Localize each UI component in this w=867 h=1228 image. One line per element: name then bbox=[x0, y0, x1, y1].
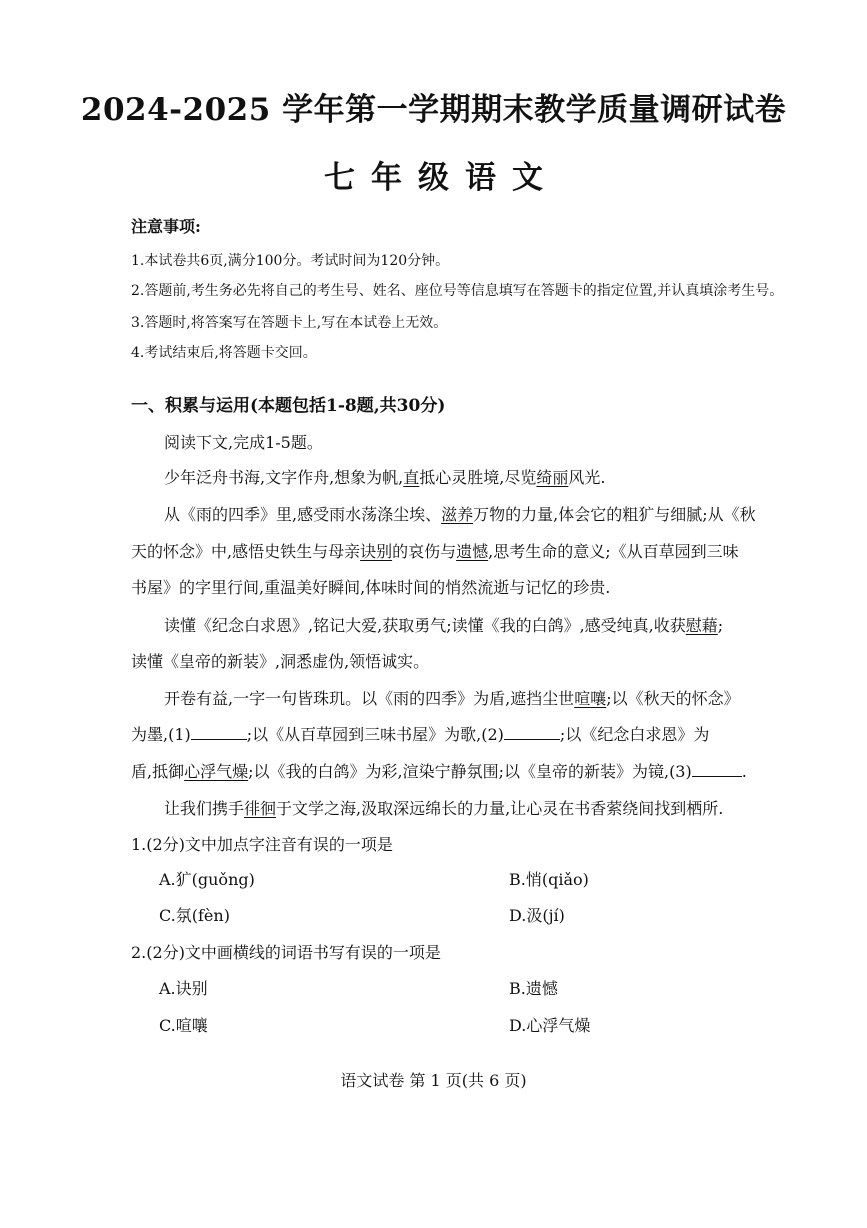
passage-paragraph-4-line: 为墨,(1) ;以《从百草园到三味书屋》为歌,(2) ;以《纪念白求恩》为 bbox=[131, 725, 710, 744]
question-1-option-c[interactable]: C.氛(fèn) bbox=[159, 906, 230, 925]
question-2-option-d[interactable]: D.心浮气燥 bbox=[509, 1016, 591, 1035]
answer-blank-1[interactable] bbox=[191, 724, 247, 740]
page-footer: 语文试卷 第 1 页(共 6 页) bbox=[340, 1071, 527, 1090]
passage-paragraph-4-line: 盾,抵御心浮气燥;以《我的白鸽》为彩,渲染宁静氛围;以《皇帝的新装》为镜,(3) . bbox=[131, 762, 747, 781]
passage-paragraph-2-line: 天的怀念》中,感悟史铁生与母亲诀别的哀伤与遗憾,思考生命的意义;《从百草园到三味 bbox=[131, 542, 739, 561]
notice-heading: 注意事项: bbox=[131, 217, 201, 236]
notice-item: 4.考试结束后,将答题卡交回。 bbox=[131, 345, 317, 361]
section-heading: 一、积累与运用(本题包括1-8题,共30分) bbox=[131, 396, 446, 416]
answer-blank-2[interactable] bbox=[504, 724, 560, 740]
passage-paragraph-3-line: 读懂《皇帝的新装》,洞悉虚伪,领悟诚实。 bbox=[131, 652, 430, 671]
question-1-stem: 1.(2分)文中加点字注音有误的一项是 bbox=[131, 835, 393, 854]
question-1-option-d[interactable]: D.汲(jí) bbox=[509, 906, 565, 925]
exam-title: 2024-2025 学年第一学期期末教学质量调研试卷 bbox=[80, 92, 787, 128]
passage-paragraph-2: 从《雨的四季》里,感受雨水荡涤尘埃、滋养万物的力量,体会它的粗犷与细腻;从《秋 bbox=[164, 505, 756, 524]
passage-paragraph-5: 让我们携手徘徊于文学之海,汲取深远绵长的力量,让心灵在书香萦绕间找到栖所. bbox=[164, 799, 724, 818]
question-1-option-a[interactable]: A.犷(guǒng) bbox=[159, 870, 255, 889]
passage-paragraph-4: 开卷有益,一字一句皆珠玑。以《雨的四季》为盾,遮挡尘世喧嚷;以《秋天的怀念》 bbox=[164, 689, 740, 708]
answer-blank-3[interactable] bbox=[692, 761, 742, 777]
passage-paragraph-2-line: 书屋》的字里行间,重温美好瞬间,体味时间的悄然流逝与记忆的珍贵. bbox=[131, 578, 611, 597]
question-1-option-b[interactable]: B.悄(qiǎo) bbox=[509, 870, 589, 889]
question-2-option-c[interactable]: C.喧嚷 bbox=[159, 1016, 208, 1035]
reading-instruction: 阅读下文,完成1-5题。 bbox=[164, 433, 323, 452]
passage-paragraph-3: 读懂《纪念白求恩》,铭记大爱,获取勇气;读懂《我的白鸽》,感受纯真,收获慰藉; bbox=[164, 616, 724, 635]
question-2-option-a[interactable]: A.诀别 bbox=[159, 979, 208, 998]
notice-item: 3.答题时,将答案写在答题卡上,写在本试卷上无效。 bbox=[131, 315, 448, 331]
exam-subject: 七年级语文 bbox=[324, 160, 559, 196]
notice-item: 1.本试卷共6页,满分100分。考试时间为120分钟。 bbox=[131, 253, 450, 269]
question-2-stem: 2.(2分)文中画横线的词语书写有误的一项是 bbox=[131, 943, 441, 962]
question-2-option-b[interactable]: B.遗憾 bbox=[509, 979, 558, 998]
passage-paragraph-1: 少年泛舟书海,文字作舟,想象为帆,直抵心灵胜境,尽览绮丽风光. bbox=[164, 468, 606, 487]
notice-item: 2.答题前,考生务必先将自己的考生号、姓名、座位号等信息填写在答题卡的指定位置,并认真填涂考生号。 bbox=[131, 283, 784, 299]
